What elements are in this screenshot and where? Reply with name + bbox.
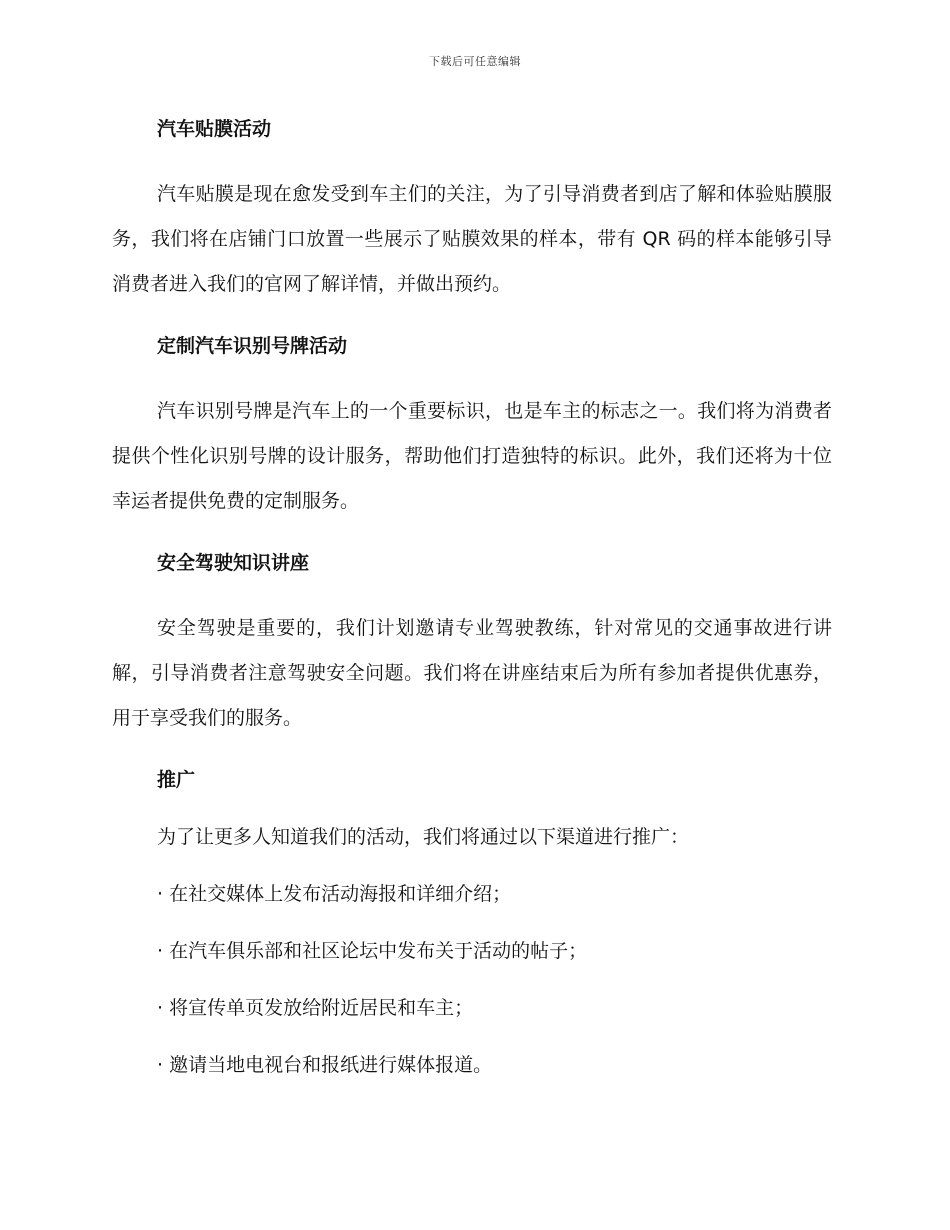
section-heading: 定制汽车识别号牌活动	[157, 335, 348, 357]
section-heading: 推广	[157, 769, 196, 791]
section-paragraph: 汽车识别号牌是汽车上的一个重要标识，也是车主的标志之一。我们将为消费者提供个性化识别号牌的设计服务，帮助他们打造独特的标识。此外，我们还将为十位幸运者提供免费的定制服务。	[112, 400, 832, 512]
list-item: · 将宣传单页发放给附近居民和车主；	[157, 997, 474, 1019]
section-paragraph: 安全驾驶是重要的，我们计划邀请专业驾驶教练，针对常见的交通事故进行讲解，引导消费者注意驾驶安全问题。我们将在讲座结束后为所有参加者提供优惠券，用于享受我们的服务。	[112, 617, 832, 729]
section-heading: 安全驾驶知识讲座	[157, 552, 310, 574]
section-paragraph: 汽车贴膜是现在愈发受到车主们的关注，为了引导消费者到店了解和体验贴膜服务，我们将在店铺门口放置一些展示了贴膜效果的样本，带有 QR 码的样本能够引导消费者进入我们的官网了解详情，并做出预约。	[112, 183, 832, 295]
promotion-intro: 为了让更多人知道我们的活动，我们将通过以下渠道进行推广：	[157, 826, 690, 848]
document-body	[112, 112, 832, 1082]
page-header: 下载后可任意编辑	[429, 55, 521, 68]
list-item: · 在社交媒体上发布活动海报和详细介绍；	[157, 883, 512, 905]
list-item: · 在汽车俱乐部和社区论坛中发布关于活动的帖子；	[157, 940, 588, 962]
section-heading: 汽车贴膜活动	[157, 118, 272, 140]
list-item: · 邀请当地电视台和报纸进行媒体报道。	[157, 1054, 493, 1076]
